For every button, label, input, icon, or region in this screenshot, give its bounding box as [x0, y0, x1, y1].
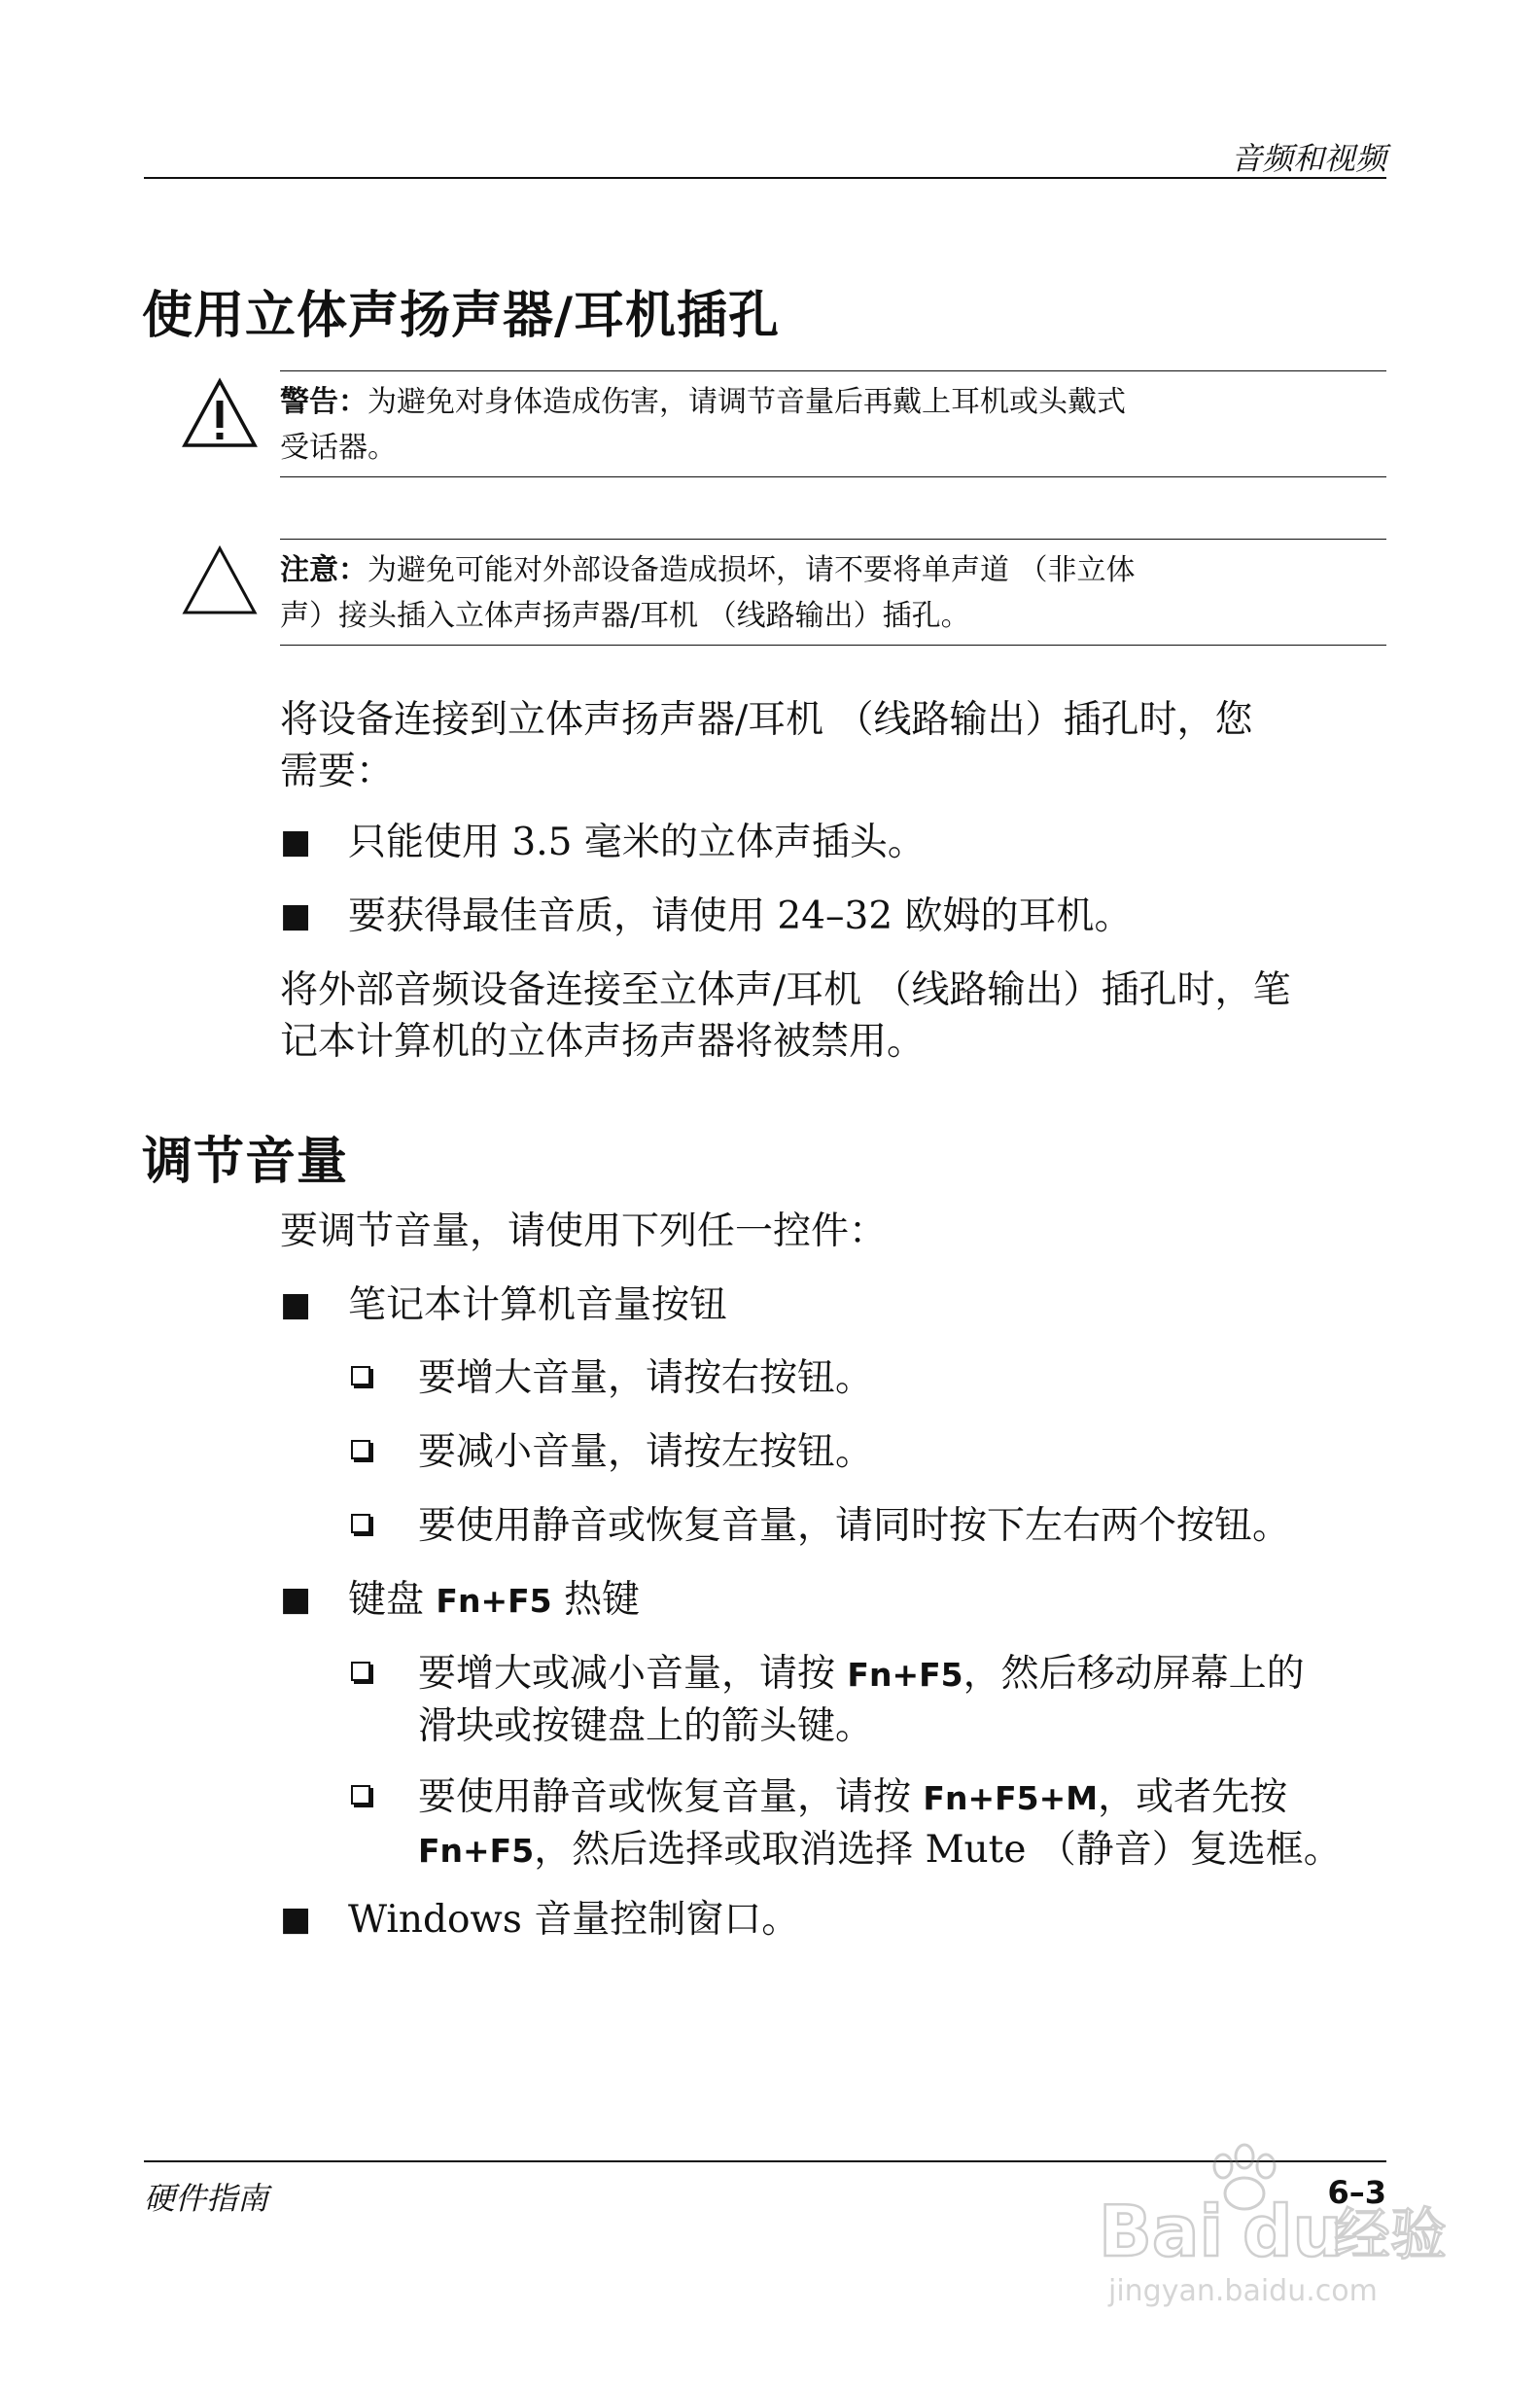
running-header-title: 音频和视频	[1230, 140, 1386, 177]
hotkey-mute-key-2: Fn+F5	[418, 1832, 535, 1870]
bullet-volume-buttons: 笔记本计算机音量按钮	[348, 1283, 728, 1327]
bullet-plug-size: 只能使用 3.5 毫米的立体声插头。	[348, 821, 926, 864]
watermark-brand-2: du	[1242, 2191, 1343, 2272]
warning-icon	[181, 377, 259, 449]
section-heading-adjust-volume: 调节音量	[142, 1133, 349, 1191]
sub-bullet-box-icon	[351, 1514, 370, 1533]
speaker-disabled-line-1: 将外部音频设备连接至立体声/耳机 （线路输出）插孔时，笔	[280, 968, 1291, 1012]
warning-label: 警告：	[280, 385, 368, 419]
sub-bullet-decrease-volume: 要减小音量，请按左按钮。	[418, 1430, 874, 1474]
warning-bottom-rule	[280, 476, 1386, 477]
bullet-square-icon: ■	[280, 1900, 312, 1939]
speaker-disabled-paragraph	[280, 964, 1388, 1068]
sub-bullet-mute-buttons: 要使用静音或恢复音量，请同时按下左右两个按钮。	[418, 1504, 1291, 1548]
speaker-disabled-line-2: 记本计算机的立体声扬声器将被禁用。	[280, 1020, 926, 1064]
hotkey-mute-key: Fn+F5+M	[923, 1779, 1099, 1817]
caution-label: 注意：	[280, 553, 368, 587]
hotkey-mute-b: ，或者先按	[1098, 1775, 1288, 1819]
hotkey-adjust-a: 要增大或减小音量，请按	[418, 1652, 848, 1696]
watermark-cn: 经验	[1334, 2201, 1448, 2267]
hotkey-mute-a: 要使用静音或恢复音量，请按	[418, 1775, 924, 1819]
bullet-square-icon: ■	[280, 896, 312, 935]
bullet-square-icon: ■	[280, 1580, 312, 1619]
watermark-brand: Bai	[1099, 2191, 1224, 2272]
caution-text	[280, 547, 1386, 639]
hotkey-adjust-key: Fn+F5	[847, 1656, 963, 1694]
bullet-square-icon: ■	[280, 1285, 312, 1324]
caution-bottom-rule	[280, 645, 1386, 646]
hotkey-adjust-line-2: 滑块或按键盘上的箭头键。	[418, 1704, 874, 1748]
watermark-url: jingyan.baidu.com	[1108, 2274, 1378, 2308]
connect-intro-paragraph	[280, 694, 1388, 797]
baidu-jingyan-watermark	[1079, 2110, 1488, 2314]
caution-line-2: 声）接头插入立体声扬声器/耳机 （线路输出）插孔。	[280, 599, 970, 633]
hotkey-key: Fn+F5	[436, 1582, 552, 1620]
bullet-headphone-impedance: 要获得最佳音质，请使用 24–32 欧姆的耳机。	[348, 894, 1133, 938]
footer-page-number: 6–3	[1327, 2174, 1386, 2211]
header-rule	[144, 177, 1386, 179]
sub-bullet-increase-volume: 要增大音量，请按右按钮。	[418, 1356, 874, 1400]
bullet-square-icon: ■	[280, 823, 312, 861]
sub-bullet-box-icon	[351, 1785, 370, 1805]
sub-bullet-box-icon	[351, 1366, 370, 1385]
caution-icon	[181, 544, 259, 616]
hotkey-prefix: 键盘	[348, 1578, 437, 1622]
section-heading-speaker-jack: 使用立体声扬声器/耳机插孔	[142, 287, 780, 345]
volume-intro-paragraph: 要调节音量，请使用下列任一控件：	[280, 1210, 888, 1253]
sub-bullet-box-icon	[351, 1662, 370, 1681]
bullet-hotkey	[348, 1574, 1388, 1627]
connect-intro-line-1: 将设备连接到立体声扬声器/耳机 （线路输出）插孔时，您	[280, 698, 1253, 742]
sub-bullet-hotkey-mute	[418, 1771, 1390, 1876]
warning-line-2: 受话器。	[280, 431, 397, 465]
sub-bullet-box-icon	[351, 1440, 370, 1459]
warning-text	[280, 379, 1386, 471]
warning-line-1: 为避免对身体造成伤害，请调节音量后再戴上耳机或头戴式	[368, 385, 1126, 419]
hotkey-mute-c: ，然后选择或取消选择 Mute （静音）复选框。	[534, 1828, 1342, 1872]
caution-line-1: 为避免可能对外部设备造成损坏，请不要将单声道 （非立体	[368, 553, 1136, 587]
hotkey-suffix: 热键	[551, 1578, 641, 1622]
connect-intro-line-2: 需要：	[280, 750, 395, 793]
warning-top-rule	[280, 370, 1386, 371]
bullet-windows-volume-control: Windows 音量控制窗口。	[348, 1898, 800, 1942]
caution-top-rule	[280, 539, 1386, 540]
hotkey-adjust-b: ，然后移动屏幕上的	[962, 1652, 1305, 1696]
sub-bullet-hotkey-adjust	[418, 1648, 1390, 1752]
footer-guide-title: 硬件指南	[144, 2180, 269, 2217]
